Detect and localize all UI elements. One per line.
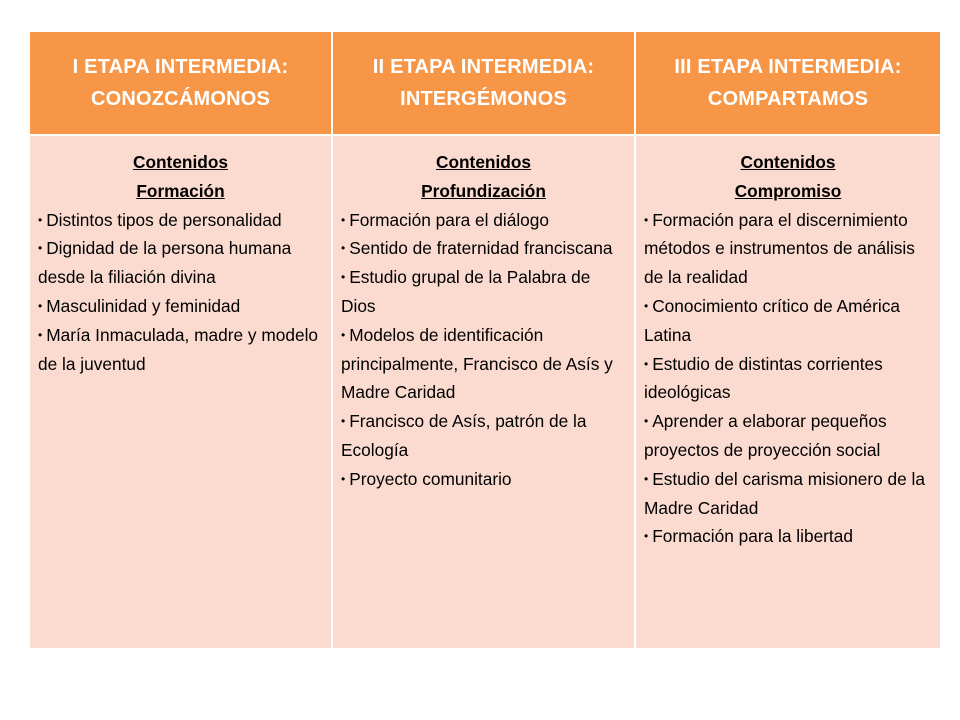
list-item <box>644 292 932 350</box>
list-item-text: Dignidad de la persona humana desde la filiación divina <box>38 238 292 288</box>
bullet-icon: • <box>38 327 43 342</box>
stage-3-contents-heading: Contenidos <box>740 152 836 172</box>
bullet-icon: • <box>341 327 346 342</box>
stage-1-list <box>38 206 323 379</box>
list-item <box>644 465 932 523</box>
stage-3-header <box>635 32 940 135</box>
list-item <box>644 206 932 292</box>
stage-3-content <box>635 135 940 648</box>
list-item <box>38 292 323 321</box>
bullet-icon: • <box>38 298 43 313</box>
list-item-text: Formación para el discernimiento métodos e instrumentos de análisis de la realidad <box>644 209 915 288</box>
bullet-icon: • <box>341 270 346 285</box>
bullet-icon: • <box>341 471 346 486</box>
list-item <box>341 234 626 263</box>
list-item <box>341 206 626 235</box>
stage-1-title-line2: CONOZCÁMONOS <box>90 88 271 110</box>
content-row <box>30 135 940 648</box>
stage-1-contents-heading: Contenidos <box>132 152 229 172</box>
stage-3-title-line2: COMPARTAMOS <box>707 88 869 110</box>
header-row <box>30 32 940 135</box>
stage-2-list <box>341 206 626 494</box>
stage-2-title-line1: II ETAPA INTERMEDIA: <box>372 56 595 78</box>
list-item <box>38 321 323 379</box>
list-item <box>644 350 932 408</box>
list-item-text: Formación para el diálogo <box>349 209 550 230</box>
bullet-icon: • <box>341 241 346 256</box>
list-item <box>341 407 626 465</box>
list-item-text: Francisco de Asís, patrón de la Ecología <box>341 411 587 460</box>
list-item-text: Modelos de identificación principalmente, Francisco de Asís y Madre Caridad <box>341 324 613 403</box>
bullet-icon: • <box>644 356 649 371</box>
stage-2-header <box>332 32 635 135</box>
bullet-icon: • <box>644 298 649 313</box>
stage-1-title-line1: I ETAPA INTERMEDIA: <box>72 56 289 78</box>
list-item-text: Conocimiento crítico de América Latina <box>644 295 901 345</box>
list-item-text: Sentido de fraternidad franciscana <box>349 238 613 259</box>
stage-2-contents-heading: Contenidos <box>435 152 532 172</box>
stage-3-title-line1: III ETAPA INTERMEDIA: <box>674 56 902 78</box>
stage-2-content <box>332 135 635 648</box>
list-item-text: Masculinidad y feminidad <box>46 295 241 316</box>
stage-2-title-line2: INTERGÉMONOS <box>400 88 567 110</box>
bullet-icon: • <box>341 414 346 429</box>
bullet-icon: • <box>644 529 649 544</box>
bullet-icon: • <box>341 212 346 227</box>
bullet-icon: • <box>38 212 43 227</box>
stage-2-subheading: Profundización <box>421 180 546 201</box>
bullet-icon: • <box>38 241 43 256</box>
bullet-icon: • <box>644 471 649 486</box>
list-item-text: Aprender a elaborar pequeños proyectos de proyección social <box>644 411 887 460</box>
list-item <box>38 206 323 235</box>
list-item-text: Estudio del carisma misionero de la Madre Caridad <box>644 468 925 518</box>
list-item <box>38 234 323 292</box>
list-item <box>341 465 626 494</box>
list-item-text: María Inmaculada, madre y modelo de la juventud <box>38 324 319 374</box>
list-item-text: Estudio de distintas corrientes ideológicas <box>644 353 883 403</box>
list-item-text: Proyecto comunitario <box>349 468 512 489</box>
list-item-text: Estudio grupal de la Palabra de Dios <box>341 267 591 316</box>
bullet-icon: • <box>644 414 649 429</box>
stage-3-list <box>644 206 932 552</box>
list-item <box>341 321 626 407</box>
list-item <box>644 407 932 465</box>
list-item <box>341 263 626 321</box>
stage-1-header <box>30 32 332 135</box>
stage-1-subheading: Formación <box>136 180 225 201</box>
list-item <box>644 522 932 551</box>
list-item-text: Distintos tipos de personalidad <box>46 209 282 230</box>
stage-1-content <box>30 135 332 648</box>
list-item-text: Formación para la libertad <box>652 526 853 547</box>
bullet-icon: • <box>644 212 649 227</box>
stage-3-subheading: Compromiso <box>734 180 842 201</box>
stages-table <box>30 32 940 648</box>
